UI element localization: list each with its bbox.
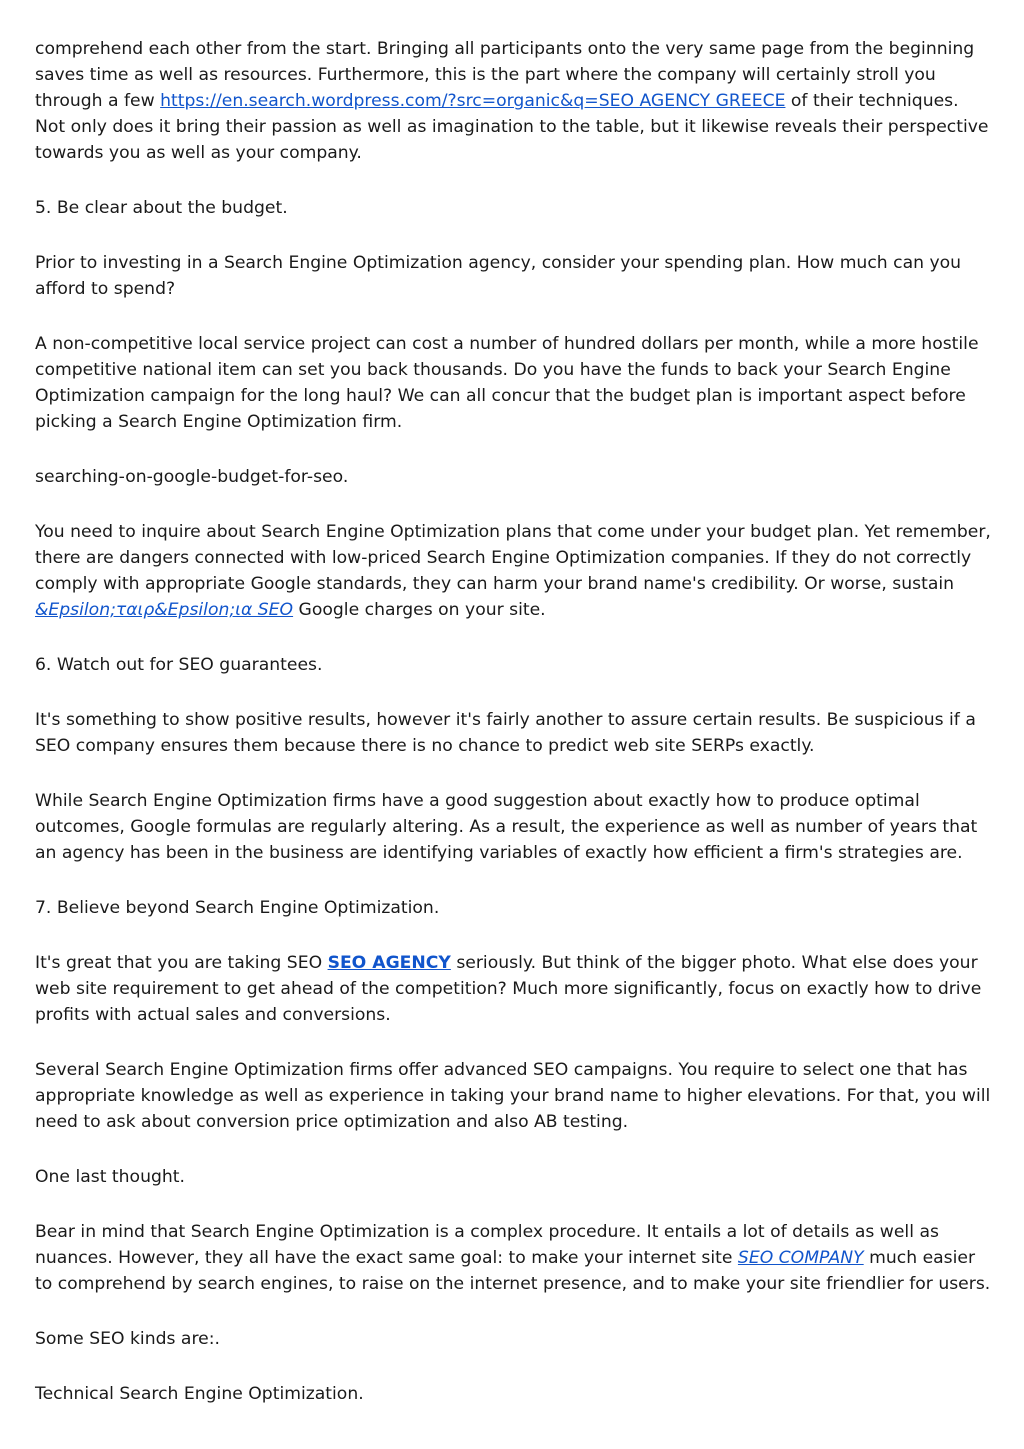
- paragraph-text: You need to inquire about Search Engine Optimization plans that come under your budget plan. Yet remember, there are dangers connected with low-priced Search Engine Optimization companies. If they do not correctly comply with appropriate Google standards, they can harm your brand name's credibility. Or worse, sustain: [35, 522, 991, 594]
- paragraph-complex-procedure: [35, 1219, 993, 1297]
- paragraph-budget-cost: A non-competitive local service project can cost a number of hundred dollars per month, while a more hostile competitive national item can set you back thousands. Do you have the funds to back your Search Engine Optimization campaign for the long haul? We can all concur that the budget plan is important aspect before picking a Search Engine Optimization firm.: [35, 334, 979, 432]
- paragraph-budget-intro: Prior to investing in a Search Engine Optimization agency, consider your spending plan. How much can you afford to spend?: [35, 253, 962, 299]
- paragraph-text: It's great that you are taking SEO: [35, 953, 328, 973]
- paragraph-text: comprehend each other from the start. Bringing all participants onto the very same page from the beginning saves time as well as resources. Furthermore, this is the part where the company will certainly stroll you through a few: [35, 39, 975, 111]
- document-body: [35, 36, 993, 1436]
- heading-budget: 5. Be clear about the budget.: [35, 198, 288, 218]
- paragraph-text: Bear in mind that Search Engine Optimization is a complex procedure. It entails a lot of details as well as nuances. However, they all have the exact same goal: to make your internet site: [35, 1222, 939, 1268]
- wordpress-search-link[interactable]: https://en.search.wordpress.com/?src=organic&q=SEO AGENCY GREECE: [160, 91, 786, 111]
- paragraph-text: Google charges on your site.: [293, 600, 546, 620]
- paragraph-technical-seo: Technical Search Engine Optimization.: [35, 1384, 364, 1404]
- paragraph-intro: [35, 36, 993, 166]
- paragraph-text: much easier to comprehend by search engines, to raise on the internet presence, and to make your site friendlier for users.: [35, 1248, 991, 1294]
- paragraph-budget-plans: [35, 519, 993, 623]
- paragraph-algorithms: While Search Engine Optimization firms have a good suggestion about exactly how to produce optimal outcomes, Google formulas are regularly altering. As a result, the experience as well as number of years that an agency has been in the business are identifying variables of exactly how efficient a firm's strategies are.: [35, 791, 978, 863]
- paragraph-bigger-picture: [35, 950, 993, 1028]
- paragraph-text: of their techniques. Not only does it bring their passion as well as imagination to the table, but it likewise reveals their perspective towards you as well as your company.: [35, 91, 989, 163]
- heading-beyond-seo: 7. Believe beyond Search Engine Optimization.: [35, 898, 440, 918]
- greek-seo-link[interactable]: &Epsilon;ταιρ&Epsilon;ια SEO: [35, 600, 294, 620]
- image-caption: searching-on-google-budget-for-seo.: [35, 467, 349, 487]
- paragraph-text: seriously. But think of the bigger photo. What else does your web site requirement to get ahead of the competition? Much more significantly, focus on exactly how to drive profits with actual sales and conversions.: [35, 953, 982, 1025]
- paragraph-advanced-campaigns: Several Search Engine Optimization firms offer advanced SEO campaigns. You require to select one that has appropriate knowledge as well as experience in taking your brand name to higher elevations. For that, you will need to ask about conversion price optimization and also AB testing.: [35, 1060, 991, 1132]
- paragraph-guarantees: It's something to show positive results, however it's fairly another to assure certain results. Be suspicious if a SEO company ensures them because there is no chance to predict web site SERPs exactly.: [35, 710, 976, 756]
- seo-company-link[interactable]: SEO COMPANY: [737, 1248, 864, 1268]
- heading-guarantees: 6. Watch out for SEO guarantees.: [35, 655, 323, 675]
- paragraph-seo-kinds: Some SEO kinds are:.: [35, 1329, 220, 1349]
- heading-last-thought: One last thought.: [35, 1167, 185, 1187]
- seo-agency-link[interactable]: SEO AGENCY: [327, 953, 451, 973]
